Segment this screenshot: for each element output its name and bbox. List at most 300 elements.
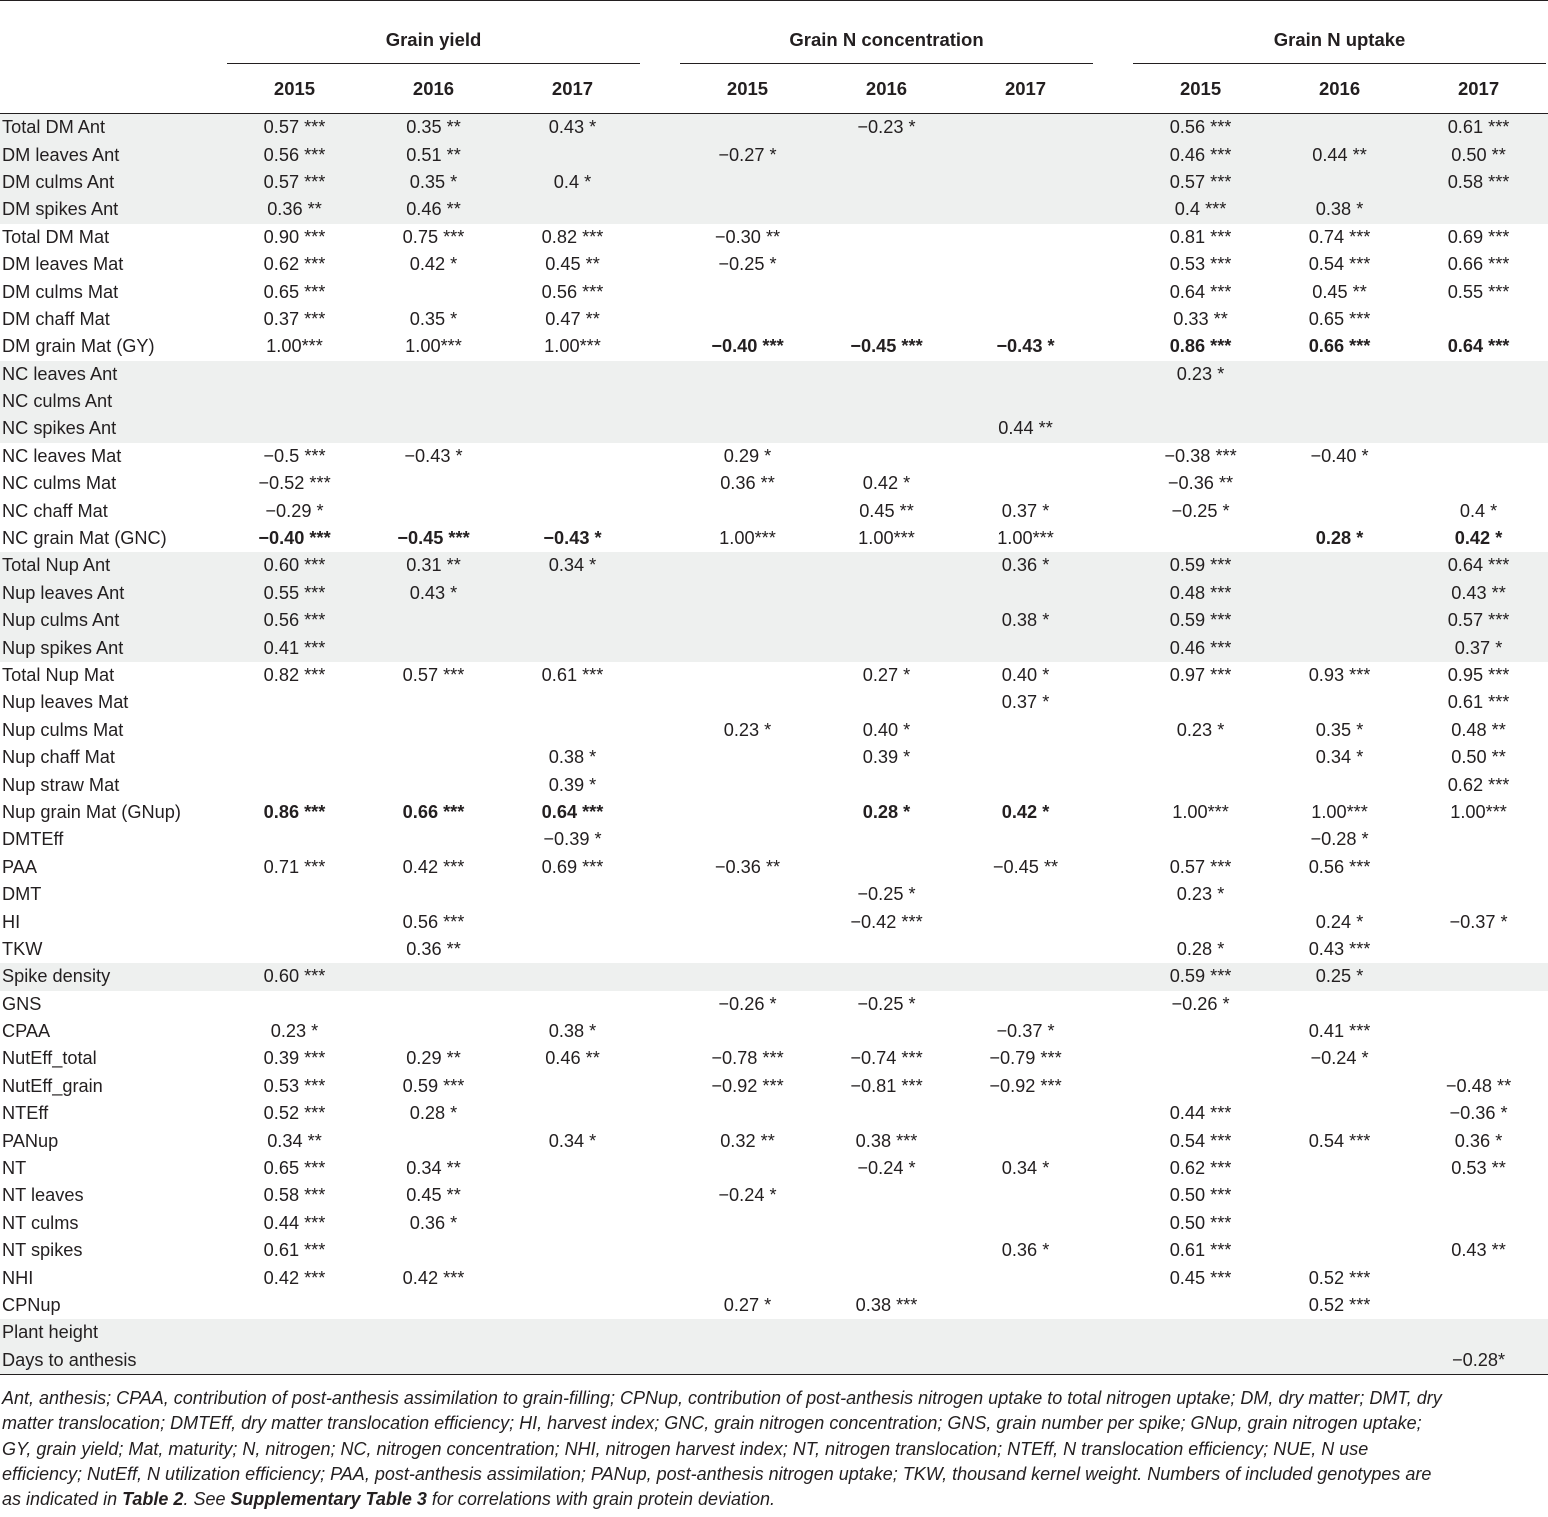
column-gap — [642, 744, 678, 771]
column-gap — [642, 634, 678, 661]
correlation-cell: 0.4 * — [503, 169, 642, 196]
correlation-cell: −0.43 * — [404, 445, 463, 466]
correlation-cell: 0.4 * — [1459, 500, 1498, 521]
correlation-cell: 0.36 ** — [406, 938, 461, 959]
table-2-link[interactable]: Table 2 — [122, 1489, 184, 1510]
row-label: CPAA — [2, 1021, 51, 1042]
column-gap — [642, 991, 678, 1018]
correlation-cell — [678, 306, 817, 333]
correlation-cell — [678, 388, 817, 415]
column-gap — [1095, 717, 1131, 744]
table-row — [0, 361, 1548, 388]
correlation-cell — [956, 1292, 1095, 1319]
correlation-cell: 0.36 * — [1454, 1130, 1503, 1151]
supplementary-table-3-link[interactable]: Supplementary Table 3 — [230, 1489, 427, 1510]
correlation-cell: 0.44 *** — [263, 1212, 326, 1233]
correlation-cell: 0.34 * — [548, 1130, 597, 1151]
correlation-cell — [1409, 1210, 1548, 1237]
correlation-cell — [678, 1210, 817, 1237]
column-gap — [1095, 607, 1131, 634]
correlation-cell — [1131, 388, 1270, 415]
correlation-cell: 0.43 ** — [1409, 580, 1548, 607]
correlation-cell — [817, 443, 956, 470]
correlation-cell: 0.37 *** — [263, 308, 326, 329]
correlation-cell — [364, 470, 503, 497]
correlation-cell: −0.79 *** — [989, 1048, 1062, 1069]
column-gap — [1095, 634, 1131, 661]
correlation-cell — [817, 826, 956, 853]
column-gap — [1095, 1155, 1131, 1182]
correlation-cell: 0.44 *** — [1169, 1103, 1232, 1124]
correlation-cell: 0.48 *** — [1131, 580, 1270, 607]
correlation-cell: 0.35 * — [409, 308, 458, 329]
correlation-cell — [678, 826, 817, 853]
correlation-cell: 0.57 *** — [1169, 856, 1232, 877]
correlation-cell — [956, 991, 1095, 1018]
correlation-cell: 0.61 *** — [1409, 114, 1548, 142]
correlation-cell — [364, 963, 503, 990]
correlation-cell — [1409, 1319, 1548, 1346]
column-gap — [1095, 443, 1131, 470]
correlation-cell: 0.75 *** — [402, 226, 465, 247]
row-label: Plant height — [0, 1319, 225, 1346]
correlation-cell: 0.23 * — [1176, 719, 1225, 740]
correlation-cell: −0.48 ** — [1445, 1075, 1512, 1096]
correlation-cell: 0.54 *** — [1169, 1130, 1232, 1151]
column-gap — [1095, 1073, 1131, 1100]
correlation-cell: 0.46 *** — [1131, 634, 1270, 661]
correlation-cell: −0.43 * — [996, 336, 1055, 357]
correlation-cell — [503, 1210, 642, 1237]
column-gap — [642, 497, 678, 524]
correlation-cell — [225, 415, 364, 442]
column-gap — [1095, 552, 1131, 579]
correlation-cell: −0.37 * — [1449, 911, 1508, 932]
table-row — [0, 580, 1548, 607]
correlation-cell: 1.00*** — [719, 528, 776, 549]
column-gap — [1095, 991, 1131, 1018]
correlation-cell — [225, 1347, 364, 1375]
correlation-cell: −0.74 *** — [850, 1048, 923, 1069]
column-gap — [642, 1347, 678, 1375]
group-underline — [1133, 63, 1546, 64]
correlation-cell: 0.69 *** — [541, 856, 604, 877]
row-label: NC leaves Mat — [2, 445, 122, 466]
header-gap — [642, 64, 678, 114]
correlation-cell: −0.36 ** — [1167, 473, 1234, 494]
correlation-cell — [817, 1347, 956, 1375]
correlation-cell — [1409, 963, 1548, 990]
table-row — [0, 497, 1548, 524]
column-gap — [642, 169, 678, 196]
correlation-cell: 0.47 ** — [545, 308, 600, 329]
row-label: Total Nup Mat — [2, 665, 115, 685]
correlation-cell: −0.29 * — [265, 500, 324, 521]
correlation-cell: −0.5 *** — [263, 445, 326, 466]
correlation-cell — [1270, 580, 1409, 607]
correlation-cell — [1409, 470, 1548, 497]
group-underline — [227, 63, 640, 64]
row-label: Nup straw Mat — [2, 774, 120, 795]
correlation-cell — [503, 580, 642, 607]
correlation-cell: 0.37 * — [1409, 634, 1548, 661]
correlation-cell — [1270, 1155, 1409, 1182]
correlation-cell: 0.50 *** — [1169, 1185, 1232, 1206]
correlation-cell: 0.69 *** — [1447, 226, 1510, 247]
table-row — [0, 963, 1548, 990]
correlation-cell — [817, 689, 956, 716]
correlation-cell — [678, 497, 817, 524]
correlation-cell: −0.40 *** — [258, 528, 331, 549]
correlation-cell — [817, 771, 956, 798]
row-label: NC spikes Ant — [0, 415, 225, 442]
correlation-cell: 0.65 *** — [263, 1158, 326, 1179]
correlation-cell: 0.56 *** — [1131, 114, 1270, 142]
correlation-cell — [678, 415, 817, 442]
table-row — [0, 443, 1548, 470]
correlation-cell — [1409, 826, 1548, 853]
correlation-cell — [503, 415, 642, 442]
correlation-cell — [1409, 1264, 1548, 1291]
column-gap — [1095, 771, 1131, 798]
table-row — [0, 634, 1548, 661]
correlation-cell — [1270, 1237, 1409, 1264]
correlation-cell — [956, 169, 1095, 196]
correlation-cell: 0.59 *** — [402, 1075, 465, 1096]
correlation-cell — [503, 1292, 642, 1319]
correlation-cell: −0.26 * — [718, 993, 777, 1014]
correlation-cell: 0.66 *** — [402, 801, 465, 822]
correlation-cell — [956, 251, 1095, 278]
correlation-cell — [678, 607, 817, 634]
correlation-cell — [1270, 552, 1409, 579]
header-blank — [0, 1, 225, 65]
correlation-cell — [678, 169, 817, 196]
correlation-cell: 0.38 *** — [855, 1294, 918, 1315]
correlation-cell: −0.25 * — [718, 254, 777, 275]
table-row — [0, 771, 1548, 798]
column-gap — [642, 224, 678, 251]
table-row — [0, 196, 1548, 223]
column-gap — [1095, 963, 1131, 990]
column-gap — [642, 854, 678, 881]
correlation-cell: 0.36 ** — [225, 196, 364, 223]
correlation-cell — [1270, 388, 1409, 415]
correlation-cell: 0.48 ** — [1451, 719, 1506, 740]
correlation-cell — [225, 1319, 364, 1346]
column-gap — [1095, 1045, 1131, 1072]
row-label: NC grain Mat (GNC) — [2, 528, 167, 549]
correlation-cell: −0.23 * — [817, 114, 956, 142]
correlation-cell — [956, 1347, 1095, 1375]
correlation-cell: −0.24 * — [718, 1185, 777, 1206]
correlation-cell: 0.43 ** — [1451, 1240, 1506, 1261]
column-gap — [1095, 1264, 1131, 1291]
footnote-text: Ant, anthesis; CPAA, contribution of post-anthesis assimilation to grain-filling; CPNup, contribution of post-anthesis nitrogen uptake to total nitrogen uptake; DM, dry matter; DMT, dry matter translocation; DMTEff, dry matter translocation efficiency; HI, harvest index; GNC, grain nitrogen concentration; GNS, grain number per spike; GNup, grain nitrogen uptake; GY, grain yield; Mat, maturity; N, nitrogen; NC, nitrogen concentration; NHI, nitrogen harvest index; NT, nitrogen translocation; NTEff, N translocation efficiency; NUE, N use efficiency; NutEff, N utilization efficiency; PAA, post-anthesis assimilation; PANup, post-anthesis nitrogen uptake; TKW, thousand kernel weight. Numbers of included genotypes are as indicated in — [2, 1388, 1442, 1510]
correlation-cell — [956, 881, 1095, 908]
correlation-cell: 0.43 * — [364, 580, 503, 607]
column-gap — [642, 552, 678, 579]
correlation-cell: 0.42 * — [409, 254, 458, 275]
correlation-cell: 0.86 *** — [263, 801, 326, 822]
correlation-cell — [1409, 854, 1548, 881]
correlation-cell — [364, 717, 503, 744]
correlation-cell — [364, 497, 503, 524]
correlation-cell — [503, 717, 642, 744]
correlation-cell — [503, 141, 642, 168]
row-label: Nup leaves Ant — [0, 580, 225, 607]
correlation-cell — [503, 963, 642, 990]
correlation-cell — [1270, 169, 1409, 196]
correlation-cell — [817, 1319, 956, 1346]
correlation-cell — [956, 361, 1095, 388]
correlation-cell: 0.60 *** — [225, 963, 364, 990]
column-gap — [1095, 744, 1131, 771]
row-label: NT leaves — [2, 1185, 84, 1206]
correlation-cell: 0.29 * — [723, 445, 772, 466]
correlation-cell — [817, 251, 956, 278]
correlation-cell — [1270, 470, 1409, 497]
row-label: DM culms Mat — [2, 281, 119, 302]
correlation-cell — [678, 114, 817, 142]
correlation-cell: −0.40 *** — [711, 336, 784, 357]
column-gap — [642, 1237, 678, 1264]
row-label: HI — [2, 911, 21, 932]
column-gap — [1095, 908, 1131, 935]
table-row — [0, 552, 1548, 579]
row-label: NutEff_total — [2, 1048, 97, 1069]
correlation-cell — [1409, 881, 1548, 908]
row-label: NutEff_grain — [2, 1075, 103, 1096]
correlation-cell — [817, 141, 956, 168]
column-gap — [642, 662, 678, 689]
correlation-cell — [1409, 196, 1548, 223]
correlation-cell: 0.64 *** — [1169, 281, 1232, 302]
correlation-cell: 0.61 *** — [263, 1240, 326, 1261]
correlation-cell: −0.25 * — [1171, 500, 1230, 521]
correlation-cell — [1131, 908, 1270, 935]
table-row — [0, 1018, 1548, 1045]
column-gap — [642, 388, 678, 415]
column-gap — [1095, 114, 1131, 142]
correlation-cell: 0.34 * — [503, 552, 642, 579]
correlation-cell: 0.42 * — [1454, 528, 1503, 549]
correlation-cell — [817, 169, 956, 196]
correlation-cell — [817, 361, 956, 388]
correlation-cell — [1131, 525, 1270, 552]
correlation-cell — [678, 361, 817, 388]
correlation-cell: 0.39 * — [862, 747, 911, 768]
year-header-row — [0, 64, 1548, 114]
year-header: 2015 — [678, 64, 817, 114]
table-row — [0, 1100, 1548, 1127]
correlation-cell: 0.82 *** — [263, 665, 326, 685]
correlation-cell: −0.27 * — [678, 141, 817, 168]
correlation-cell: 0.57 *** — [402, 665, 465, 685]
correlation-cell: 0.57 *** — [225, 169, 364, 196]
correlation-cell: 0.50 ** — [1451, 747, 1506, 768]
group-header-label: Grain N uptake — [1273, 29, 1406, 50]
column-gap — [1095, 1127, 1131, 1154]
correlation-cell — [364, 388, 503, 415]
header-gap — [1095, 64, 1131, 114]
column-gap — [1095, 333, 1131, 360]
correlation-cell — [956, 1264, 1095, 1291]
correlation-cell — [1409, 388, 1548, 415]
row-label: Nup culms Ant — [0, 607, 225, 634]
correlation-cell — [678, 196, 817, 223]
table-row — [0, 251, 1548, 278]
table-row — [0, 415, 1548, 442]
table-row — [0, 1073, 1548, 1100]
correlation-cell — [503, 443, 642, 470]
year-header: 2016 — [1270, 64, 1409, 114]
correlation-cell: 0.59 *** — [1131, 963, 1270, 990]
correlation-cell: 0.32 ** — [720, 1130, 775, 1151]
group-header-grain-n-uptake — [1131, 1, 1548, 65]
correlation-cell: 0.64 *** — [1409, 552, 1548, 579]
column-gap — [1095, 854, 1131, 881]
table-row — [0, 689, 1548, 716]
group-header-grain-n-concentration — [678, 1, 1095, 65]
column-gap — [1095, 497, 1131, 524]
correlation-cell: 0.35 * — [364, 169, 503, 196]
column-gap — [642, 361, 678, 388]
column-gap — [642, 580, 678, 607]
correlation-cell: 0.45 ** — [859, 500, 914, 521]
correlation-cell: 0.25 * — [1270, 963, 1409, 990]
correlation-cell — [678, 552, 817, 579]
column-gap — [642, 278, 678, 305]
correlation-cell: 0.61 *** — [1447, 692, 1510, 713]
correlation-cell — [225, 361, 364, 388]
footnote-text: for correlations with grain protein deviation. — [426, 1489, 776, 1510]
row-label: DMT — [2, 884, 42, 905]
correlation-cell: 0.36 * — [956, 552, 1095, 579]
footnote-text: . See — [183, 1489, 231, 1510]
correlation-cell — [1409, 361, 1548, 388]
correlation-cell — [1409, 443, 1548, 470]
column-gap — [1095, 196, 1131, 223]
group-header-grain-yield — [225, 1, 642, 65]
correlation-cell — [503, 1237, 642, 1264]
correlation-cell — [1270, 689, 1409, 716]
column-gap — [642, 415, 678, 442]
table-row — [0, 799, 1548, 826]
correlation-cell — [678, 1319, 817, 1346]
correlation-cell — [817, 1018, 956, 1045]
correlation-cell: −0.36 * — [1449, 1103, 1508, 1124]
correlation-cell — [1270, 634, 1409, 661]
table-row — [0, 1210, 1548, 1237]
table-row — [0, 1319, 1548, 1346]
correlation-cell: 0.46 ** — [545, 1048, 600, 1069]
correlation-cell: 0.61 *** — [541, 665, 604, 685]
correlation-cell: 0.40 * — [1001, 665, 1050, 685]
correlation-cell — [678, 689, 817, 716]
correlation-cell — [817, 580, 956, 607]
correlation-cell — [364, 771, 503, 798]
correlation-cell: 0.35 * — [1315, 719, 1364, 740]
correlation-cell: 0.38 * — [1270, 196, 1409, 223]
correlation-cell — [817, 963, 956, 990]
correlation-cell — [1409, 415, 1548, 442]
correlation-cell: 0.34 * — [1001, 1158, 1050, 1179]
correlation-cell — [364, 689, 503, 716]
row-label: Spike density — [0, 963, 225, 990]
correlation-cell — [364, 1292, 503, 1319]
table-footnote — [2, 1386, 1452, 1512]
column-gap — [1095, 251, 1131, 278]
correlation-cell: 0.56 *** — [541, 281, 604, 302]
correlation-cell — [503, 388, 642, 415]
correlation-cell: 0.56 *** — [225, 607, 364, 634]
row-label: Total DM Ant — [0, 114, 225, 142]
correlation-cell — [364, 1018, 503, 1045]
correlation-cell: 0.52 *** — [1308, 1267, 1371, 1288]
correlation-cell — [817, 634, 956, 661]
correlation-cell: 0.52 *** — [1308, 1294, 1371, 1315]
column-gap — [1095, 224, 1131, 251]
correlation-cell — [364, 1319, 503, 1346]
correlation-cell: −0.52 *** — [258, 473, 331, 494]
correlation-cell — [956, 908, 1095, 935]
correlation-cell — [503, 1100, 642, 1127]
table-row — [0, 306, 1548, 333]
correlation-cell — [503, 881, 642, 908]
correlation-cell — [503, 634, 642, 661]
correlation-cell — [1131, 1073, 1270, 1100]
correlation-cell: 0.97 *** — [1169, 665, 1232, 685]
correlation-cell — [503, 1264, 642, 1291]
column-gap — [642, 1319, 678, 1346]
correlation-cell: −0.26 * — [1171, 993, 1230, 1014]
column-gap — [1095, 826, 1131, 853]
table-row — [0, 1237, 1548, 1264]
correlation-cell: 0.59 *** — [1131, 552, 1270, 579]
correlation-cell — [1131, 826, 1270, 853]
column-gap — [642, 1210, 678, 1237]
correlation-cell — [678, 771, 817, 798]
table-row — [0, 1155, 1548, 1182]
correlation-cell — [1270, 991, 1409, 1018]
correlation-cell: −0.45 ** — [992, 856, 1059, 877]
table-row — [0, 224, 1548, 251]
correlation-cell — [956, 306, 1095, 333]
correlation-cell: 0.38 * — [548, 747, 597, 768]
column-gap — [642, 1264, 678, 1291]
correlation-cell: −0.92 *** — [989, 1075, 1062, 1096]
correlation-cell: 0.46 ** — [364, 196, 503, 223]
correlation-cell — [956, 470, 1095, 497]
correlation-cell: 0.58 *** — [1409, 169, 1548, 196]
column-gap — [1095, 1182, 1131, 1209]
correlation-cell: 0.55 *** — [1447, 281, 1510, 302]
correlation-cell: 0.41 *** — [225, 634, 364, 661]
column-gap — [1095, 1237, 1131, 1264]
correlation-cell — [956, 1319, 1095, 1346]
correlation-cell: 0.39 * — [548, 774, 597, 795]
correlation-cell: 1.00*** — [858, 528, 915, 549]
correlation-cell: 0.56 *** — [225, 141, 364, 168]
table-row — [0, 114, 1548, 142]
correlation-cell — [956, 443, 1095, 470]
correlation-cell — [1131, 1045, 1270, 1072]
correlation-cell — [956, 744, 1095, 771]
column-gap — [642, 333, 678, 360]
group-underline — [680, 63, 1093, 64]
row-label: Nup chaff Mat — [2, 747, 115, 768]
